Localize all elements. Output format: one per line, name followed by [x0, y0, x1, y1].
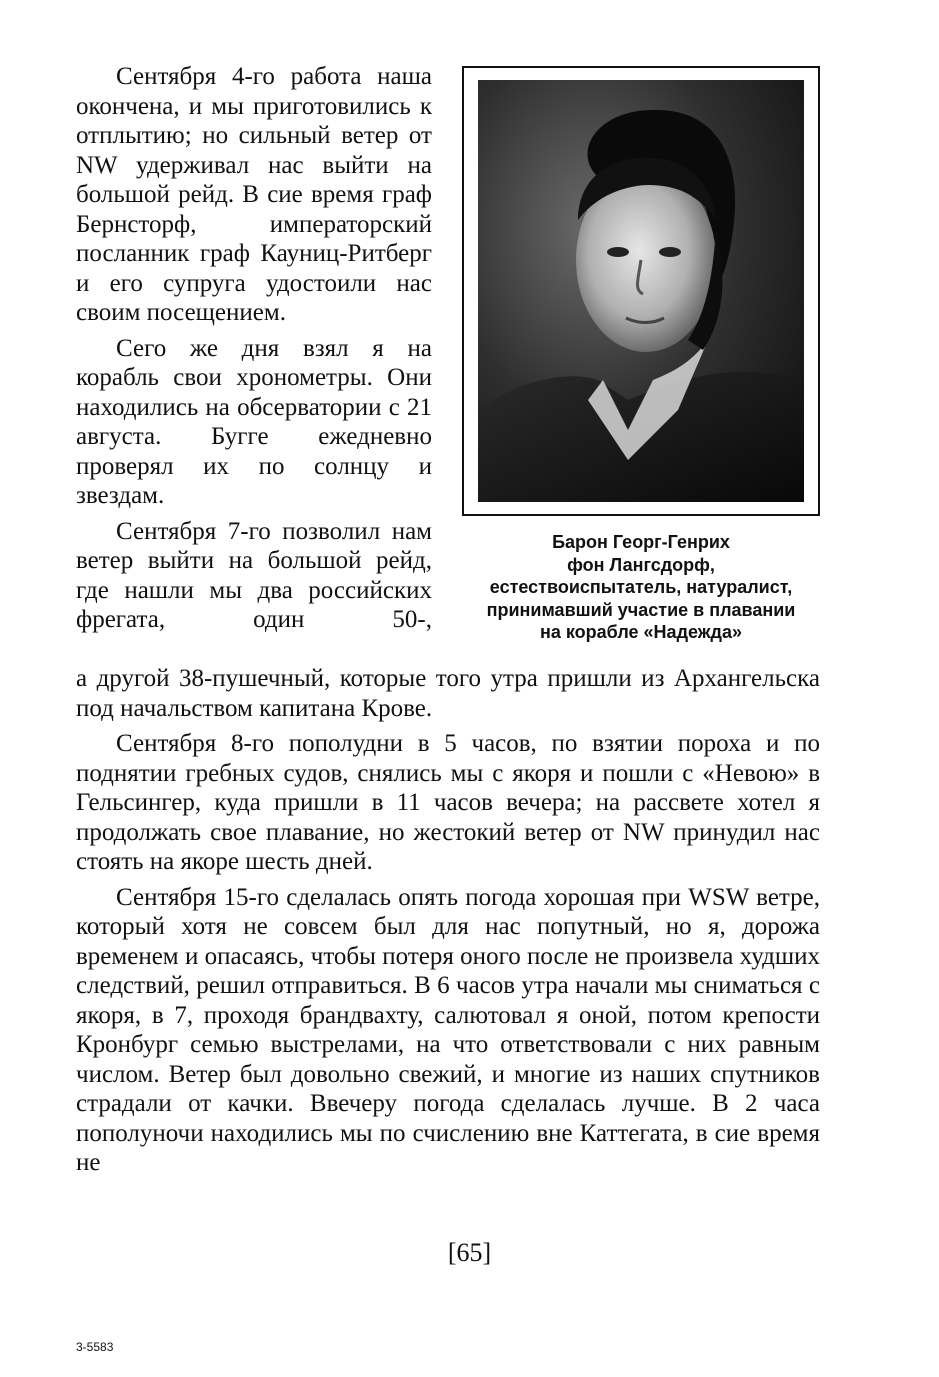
caption-line: Барон Георг-Генрих: [552, 532, 730, 552]
caption-line: принимавший участие в плавании: [486, 599, 796, 620]
paragraph: Сентября 7-го позволил нам ветер выйти на большой рейд, где нашли мы два российских фрегата, один 50-,: [76, 517, 432, 633]
portrait-image: [478, 80, 804, 502]
portrait-caption: [462, 531, 820, 644]
paragraph: Сентября 8-го пополудни в 5 часов, по взятии пороха и по поднятии гребных судов, снялись мы с якоря и пошли с «Невою» в Гельсингер, куда пришли в 11 часов вечера; на рассвете хотел я продолжать свое плавание, но жестокий ветер от NW принудил нас стоять на якоре шесть дней.: [76, 730, 820, 875]
paragraph: Сентября 4-го работа наша окончена, и мы приготовились к отплытию; но сильный ветер от NW удерживал нас выйти на большой рейд. В сие время граф Бернсторф, императорский посланник граф Кауниц-Ритберг и его супруга удостоили нас своим посещением.: [76, 63, 432, 326]
left-text-column: [76, 62, 432, 635]
paragraph-continuation: а другой 38-пушечный, которые того утра пришли из Архангельска под начальством капитана Крове.: [76, 665, 820, 722]
caption-line: на корабле «Надежда»: [540, 622, 742, 642]
caption-line: естествоиспытатель, натуралист,: [489, 577, 793, 597]
full-width-text: [76, 664, 820, 1178]
paragraph: Сего же дня взял я на корабль свои хронометры. Они находились на обсерватории с 21 августа. Бугге ежедневно проверял их по солнцу и звездам.: [76, 334, 432, 509]
portrait-frame: [462, 66, 820, 516]
portrait-figure: [462, 66, 820, 644]
paragraph: Сентября 15-го сделалась опять погода хорошая при WSW ветре, который хотя не совсем был для нас попутный, но я, дорожа временем и опасаясь, чтобы потеря оного после не произвела худших следствий, решил отправиться. В 6 часов утра начали мы сниматься с якоря, в 7, проходя брандвахту, салютовал я оной, потом крепости Кронбург семью выстрелами, на что ответствовали с них равным числом. Ветер был довольно свежий, и многие из наших спутников страдали от качки. Ввечеру погода сделалась лучше. В 2 часа пополуночи находились мы по счислению вне Каттегата, в сие время не: [76, 883, 820, 1176]
printer-signature: 3-5583: [76, 1340, 114, 1354]
page-number: [65]: [447, 1238, 492, 1267]
caption-line: фон Лангсдорф,: [567, 554, 715, 575]
